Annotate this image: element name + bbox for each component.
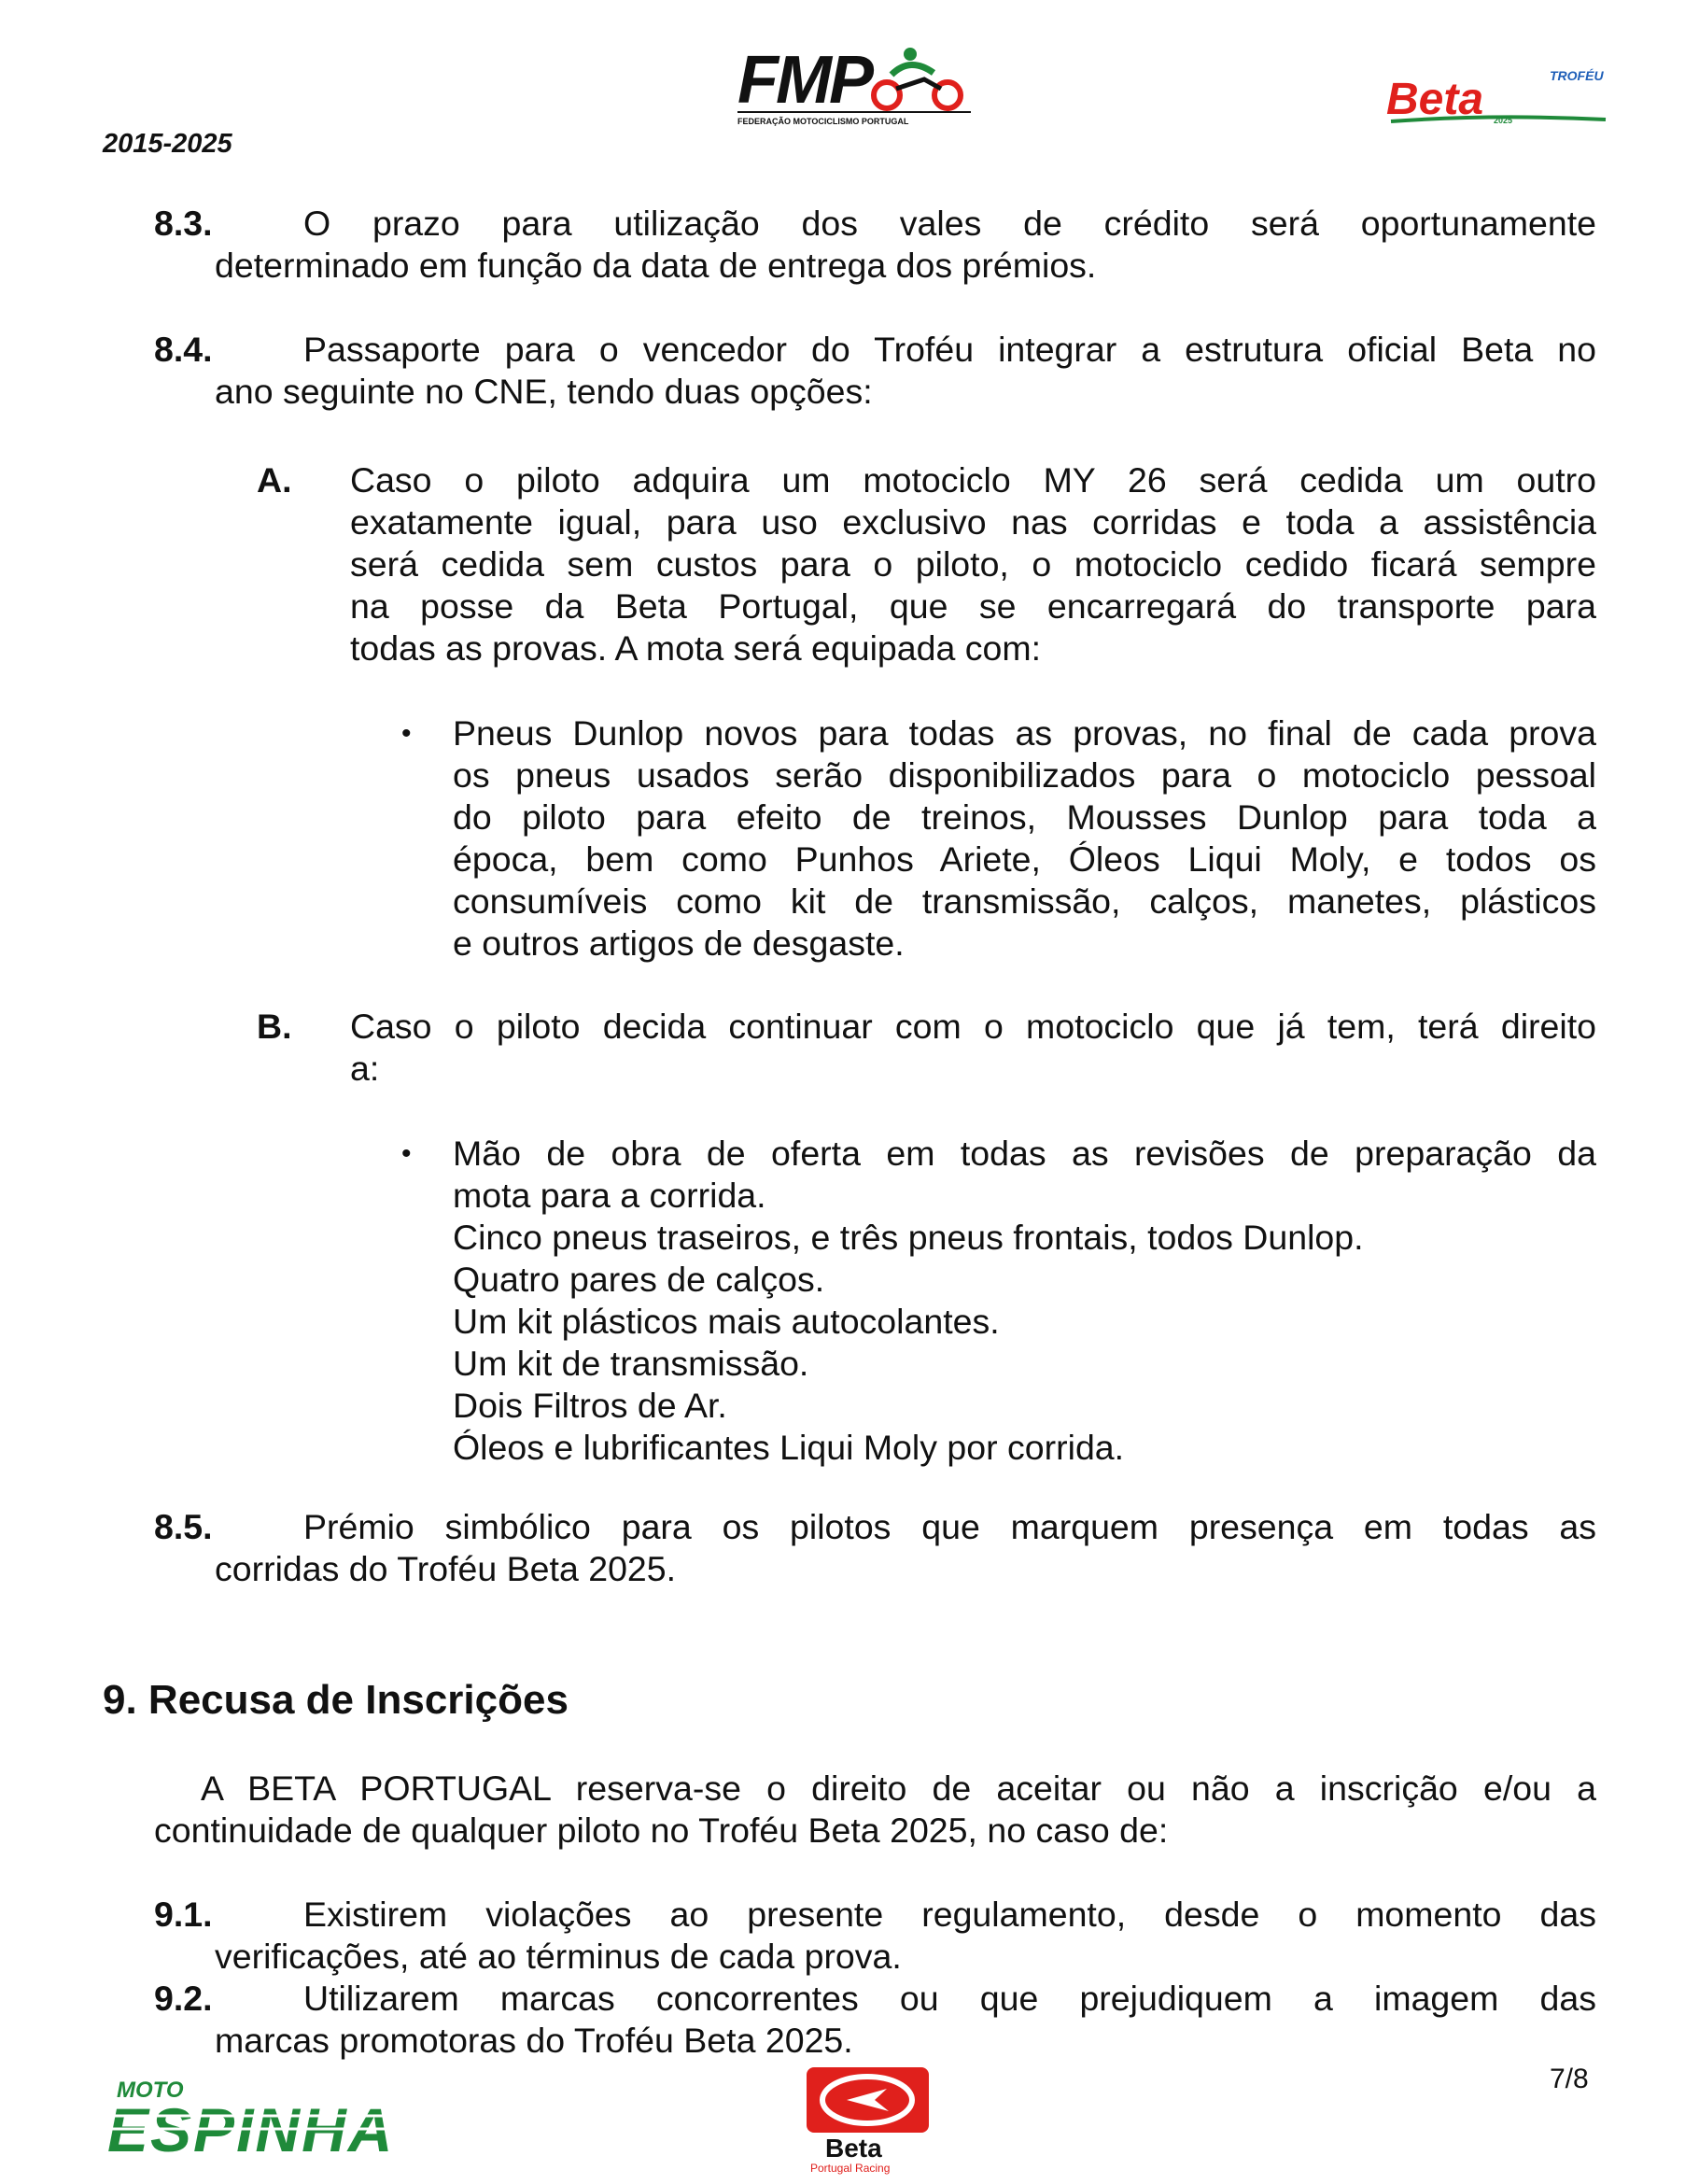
section-8-4-number: 8.4. — [154, 330, 213, 369]
section-8-3-number: 8.3. — [154, 204, 213, 243]
option-b-text: Caso o piloto decida continuar com o motociclo que já tem, terá direito a: — [350, 1007, 1596, 1088]
fmp-logo-subtitle: FEDERAÇÃO MOTOCICLISMO PORTUGAL — [737, 117, 909, 126]
trofeu-beta-logo — [1382, 67, 1610, 125]
section-9-1-number: 9.1. — [154, 1895, 213, 1934]
section-8-3-line1: O prazo para utilização dos vales de crédito será oportunamente — [303, 204, 1596, 243]
section-8-4-line2: ano seguinte no CNE, tendo duas opções: — [215, 372, 873, 411]
rider-head-icon — [904, 48, 917, 61]
section-8-5-line2: corridas do Troféu Beta 2025. — [215, 1549, 677, 1588]
beta-logo-name: Beta — [825, 2134, 882, 2163]
section-9-2-number: 9.2. — [154, 1979, 213, 2018]
espinha-logo-top: MOTO — [117, 2078, 184, 2103]
section-8-3-line2: determinado em função da data de entrega dos prémios. — [215, 246, 1097, 285]
section-9-heading: 9. Recusa de Inscrições — [103, 1677, 569, 1723]
section-8-4-line1: Passaporte para o vencedor do Troféu integrar a estrutura oficial Beta no — [303, 330, 1596, 369]
option-a-letter: A. — [257, 460, 292, 500]
option-a-text: Caso o piloto adquira um motociclo MY 26 será cedida um outro exatamente igual, para uso exclusivo nas corridas e toda a assistência será cedida sem custos para o piloto, o motociclo cedido ficará sempre na posse da Beta Portugal, que se encarregará do transporte para todas as provas. A mota será equipada com: — [350, 460, 1596, 668]
option-a-bullet-text: Pneus Dunlop novos para todas as provas, no final de cada prova os pneus usados serão disponibilizados para o motociclo pessoal do piloto para efeito de treinos, Mousses Dunlop para toda a época, bem como Punhos Ariete, Óleos Liqui Moly, e todos os consumíveis como kit de transmissão, calços, manetes, plásticos e outros artigos de desgaste. — [453, 713, 1596, 963]
section-8-5-line1: Prémio simbólico para os pilotos que marquem presença em todas as — [303, 1507, 1596, 1546]
section-9-intro-line1: A BETA PORTUGAL reserva-se o direito de aceitar ou não a inscrição e/ou a — [201, 1768, 1596, 1808]
beta-logo-subtitle: Portugal Racing — [810, 2162, 891, 2175]
header-years: 2015-2025 — [103, 129, 232, 159]
trofeu-logo-year: 2025 — [1494, 116, 1513, 125]
section-8-5-number: 8.5. — [154, 1507, 213, 1546]
section-9-1-line1: Existirem violações ao presente regulamento, desde o momento das — [303, 1895, 1596, 1934]
section-9-2-line1: Utilizarem marcas concorrentes ou que prejudiquem a imagem das — [303, 1979, 1596, 2018]
espinha-logo-main: ESPINHA — [107, 2095, 395, 2159]
beta-portugal-racing-logo — [805, 2065, 931, 2176]
option-b-letter: B. — [257, 1007, 292, 1046]
option-b-bullet-text: Mão de obra de oferta em todas as revisões de preparação da mota para a corrida. Cinco pneus traseiros, e três pneus frontais, todos Dunlop. Quatro pares de calços. Um kit plásticos mais autocolantes. Um kit de transmissão. Dois Filtros de Ar. Óleos e lubrificantes Liqui Moly por corrida. — [453, 1134, 1596, 1467]
trofeu-logo-main: Beta — [1386, 75, 1484, 124]
wheel-icon — [874, 82, 900, 108]
fmp-logo-text: FMP — [737, 43, 871, 118]
page-number: 7/8 — [1550, 2064, 1589, 2094]
bullet-icon: • — [401, 1138, 412, 1169]
fmp-logo — [737, 37, 971, 126]
trofeu-logo-top: TROFÉU — [1550, 68, 1604, 83]
section-9-intro-line2: continuidade de qualquer piloto no Troféu Beta 2025, no caso de: — [154, 1811, 1169, 1850]
moto-espinha-logo — [107, 2075, 499, 2159]
section-9-2-line2: marcas promotoras do Troféu Beta 2025. — [215, 2021, 853, 2060]
bullet-icon: • — [401, 718, 412, 749]
section-9-1-line2: verificações, até ao términus de cada prova. — [215, 1937, 902, 1976]
